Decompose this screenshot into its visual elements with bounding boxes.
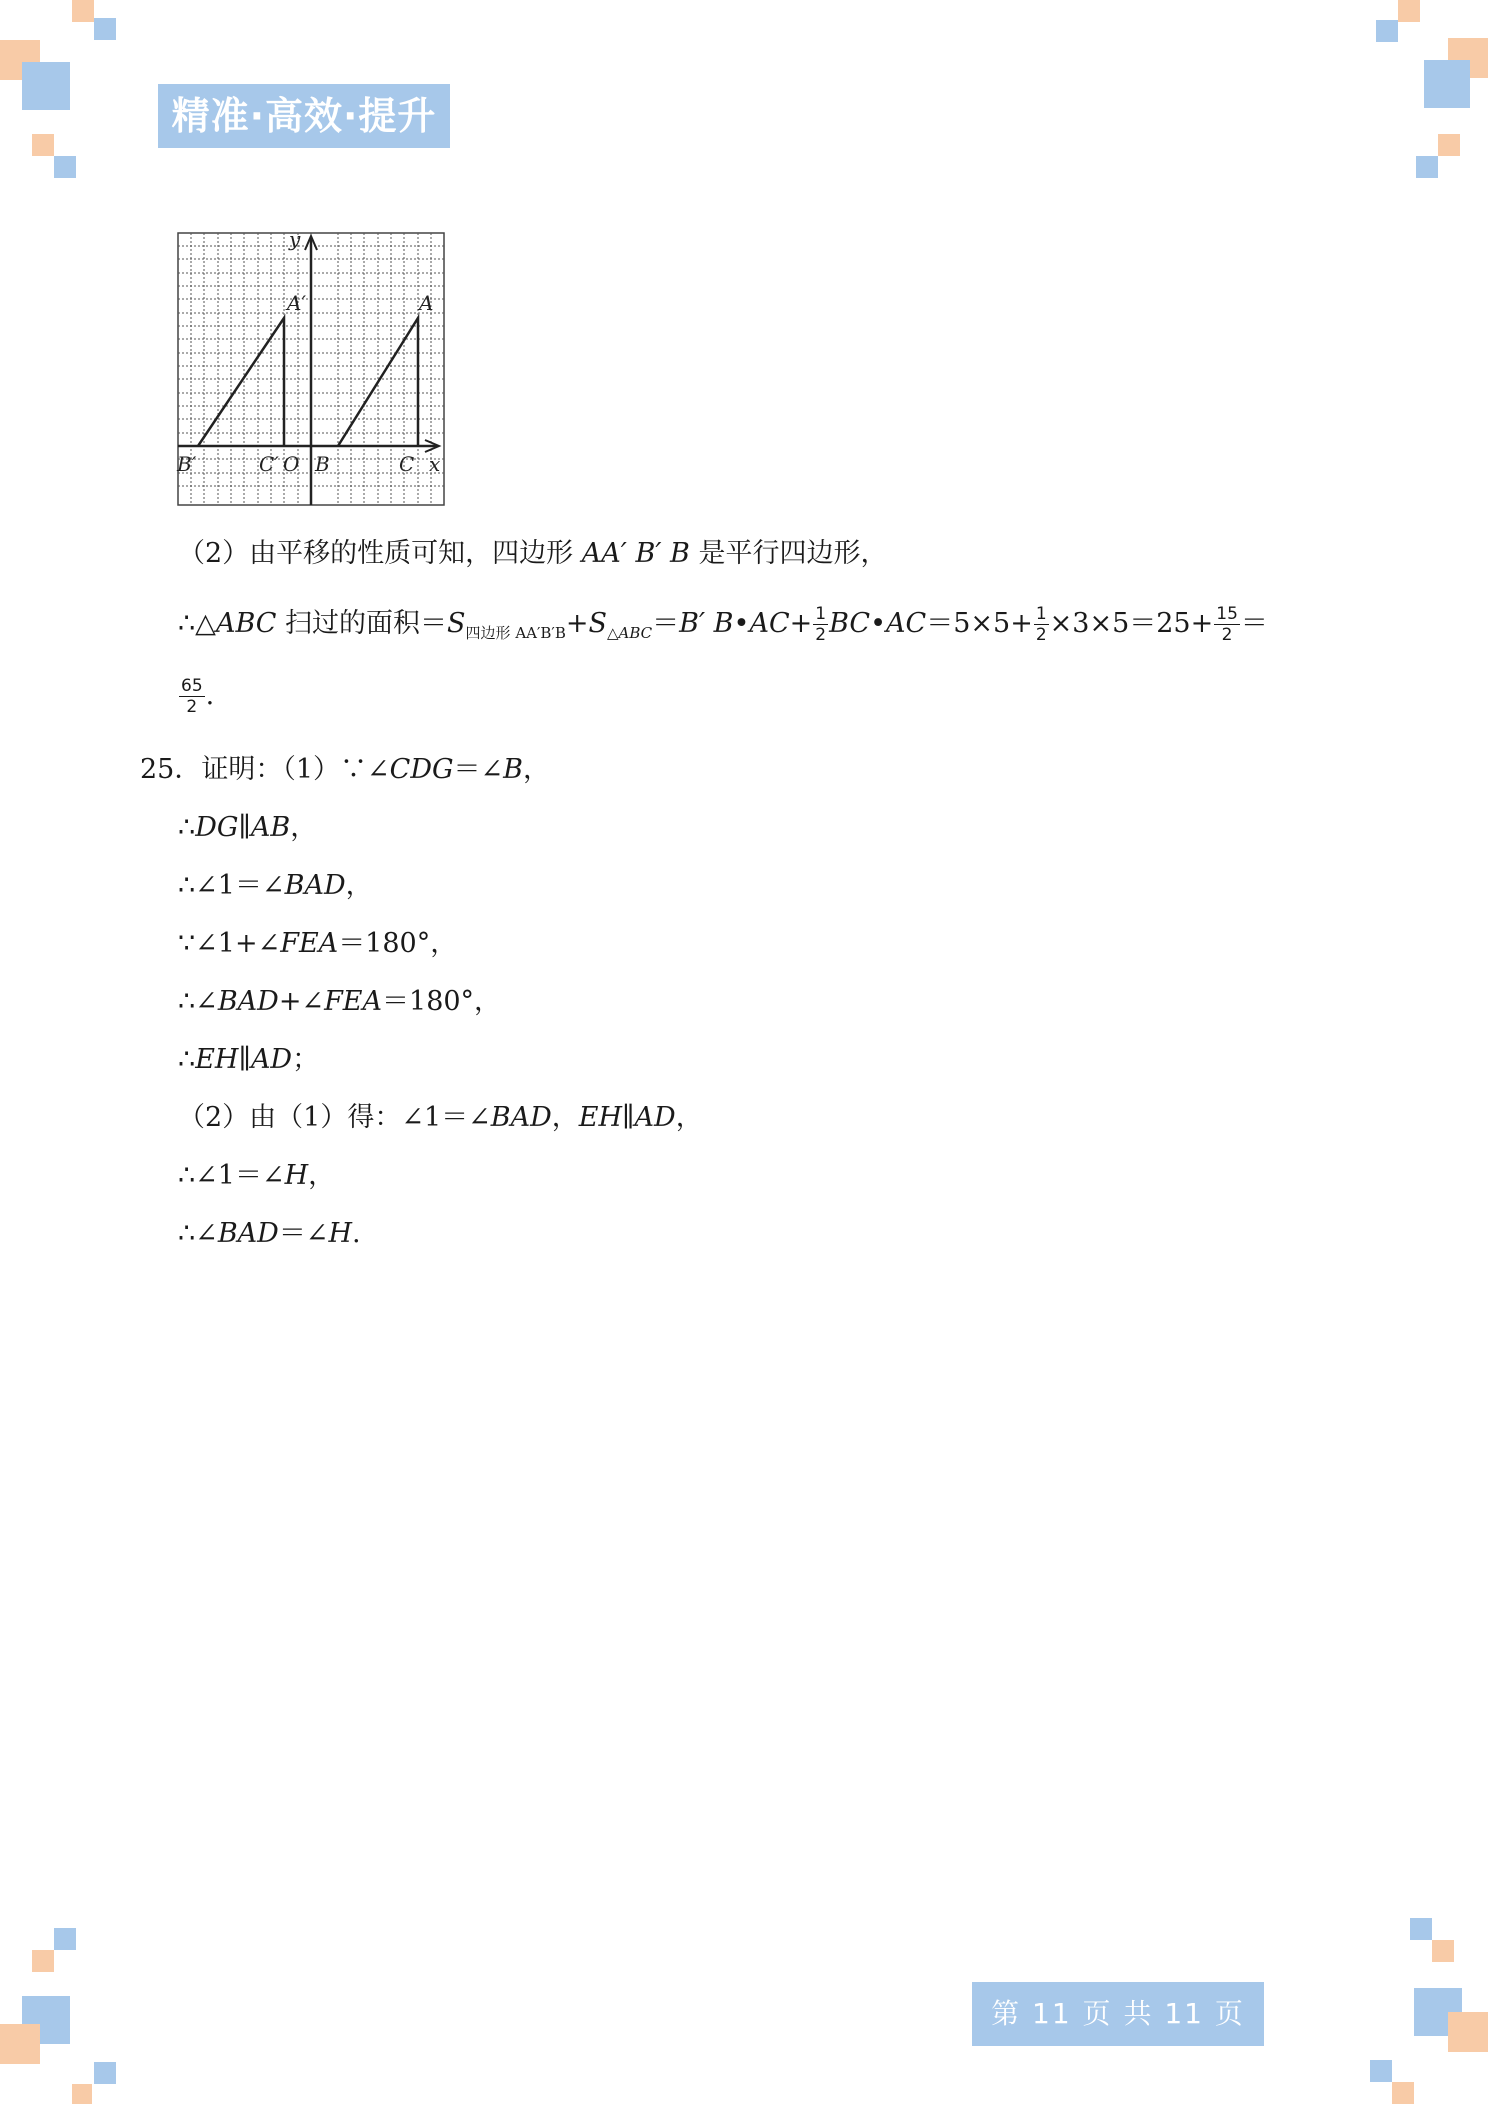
deco-square — [0, 2024, 40, 2064]
point-label-a: A — [419, 291, 434, 315]
point-label-origin: O — [283, 452, 300, 476]
deco-square — [1410, 1918, 1432, 1940]
deco-square — [32, 1950, 54, 1972]
x-axis-label: x — [429, 452, 441, 476]
proof-line-dg-parallel-ab: ∴DG∥AB， — [178, 812, 318, 843]
proof-line-eh-parallel-ad: ∴EH∥AD； — [178, 1044, 320, 1075]
proof-line-angle-1-equals-bad: ∴∠1＝∠BAD， — [178, 870, 373, 901]
proof-part-2-line: （2）由（1）得：∠1＝∠BAD，EH∥AD， — [178, 1102, 703, 1133]
fraction-sixty-five-halves: $\frac{65}{2}$ — [181, 676, 203, 717]
proof-conclusion-line: ∴∠BAD＝∠H. — [178, 1218, 361, 1249]
deco-square — [72, 2084, 92, 2104]
solution-line-parallelogram: （2）由平移的性质可知，四边形 AA′ B′ B 是平行四边形， — [178, 538, 888, 569]
point-label-b: B — [315, 452, 330, 476]
deco-square — [1424, 60, 1470, 108]
deco-square — [1448, 2012, 1488, 2052]
coordinate-grid-figure — [175, 230, 447, 510]
deco-square — [94, 2062, 116, 2084]
proof-line-angle-sum-fea: ∵∠1+∠FEA＝180°， — [178, 928, 458, 959]
deco-square — [94, 18, 116, 40]
solution-line-result: $\frac{65}{2}$ . — [181, 676, 215, 717]
proof-line-angle-1-equals-h: ∴∠1＝∠H， — [178, 1160, 336, 1191]
deco-square — [54, 156, 76, 178]
deco-square — [54, 1928, 76, 1950]
deco-square — [1376, 20, 1398, 42]
header-banner: 精准·高效·提升 — [158, 84, 450, 148]
deco-square — [32, 134, 54, 156]
point-label-c: C — [399, 452, 415, 476]
page-number-footer: 第 11 页 共 11 页 — [972, 1982, 1264, 2046]
deco-square — [1392, 2082, 1414, 2104]
deco-square — [1370, 2060, 1392, 2082]
proof-line-bad-plus-fea: ∴∠BAD+∠FEA＝180°， — [178, 986, 502, 1017]
point-label-c-prime: C′ — [259, 452, 279, 476]
deco-square — [1438, 134, 1460, 156]
fraction-fifteen-halves: $\frac{15}{2}$ — [1216, 604, 1238, 645]
deco-square — [1416, 156, 1438, 178]
fraction-one-half: $\frac{1}{2}$ — [1035, 604, 1047, 645]
point-label-a-prime: A′ — [287, 291, 306, 315]
fraction-one-half: $\frac{1}{2}$ — [815, 604, 827, 645]
y-axis-label: y — [289, 230, 301, 251]
solution-line-area-formula: ∴△ABC 扫过的面积$=S_{四边形 AA'B'B}+S_{\triangle ABC}=B'$ B•AC+ $\frac{1}{2}$ BC•AC＝5×5+ $\frac{1}{2}$ ×3×5＝25+ $\frac{15}{2}$ ＝ — [178, 604, 1268, 645]
deco-square — [1398, 0, 1420, 22]
deco-square — [1432, 1940, 1454, 1962]
deco-square — [22, 62, 70, 110]
deco-square — [72, 0, 94, 22]
proof-25-heading: 25．证明：（1）∵∠CDG＝∠B， — [140, 754, 551, 785]
point-label-b-prime: B′ — [177, 452, 197, 476]
